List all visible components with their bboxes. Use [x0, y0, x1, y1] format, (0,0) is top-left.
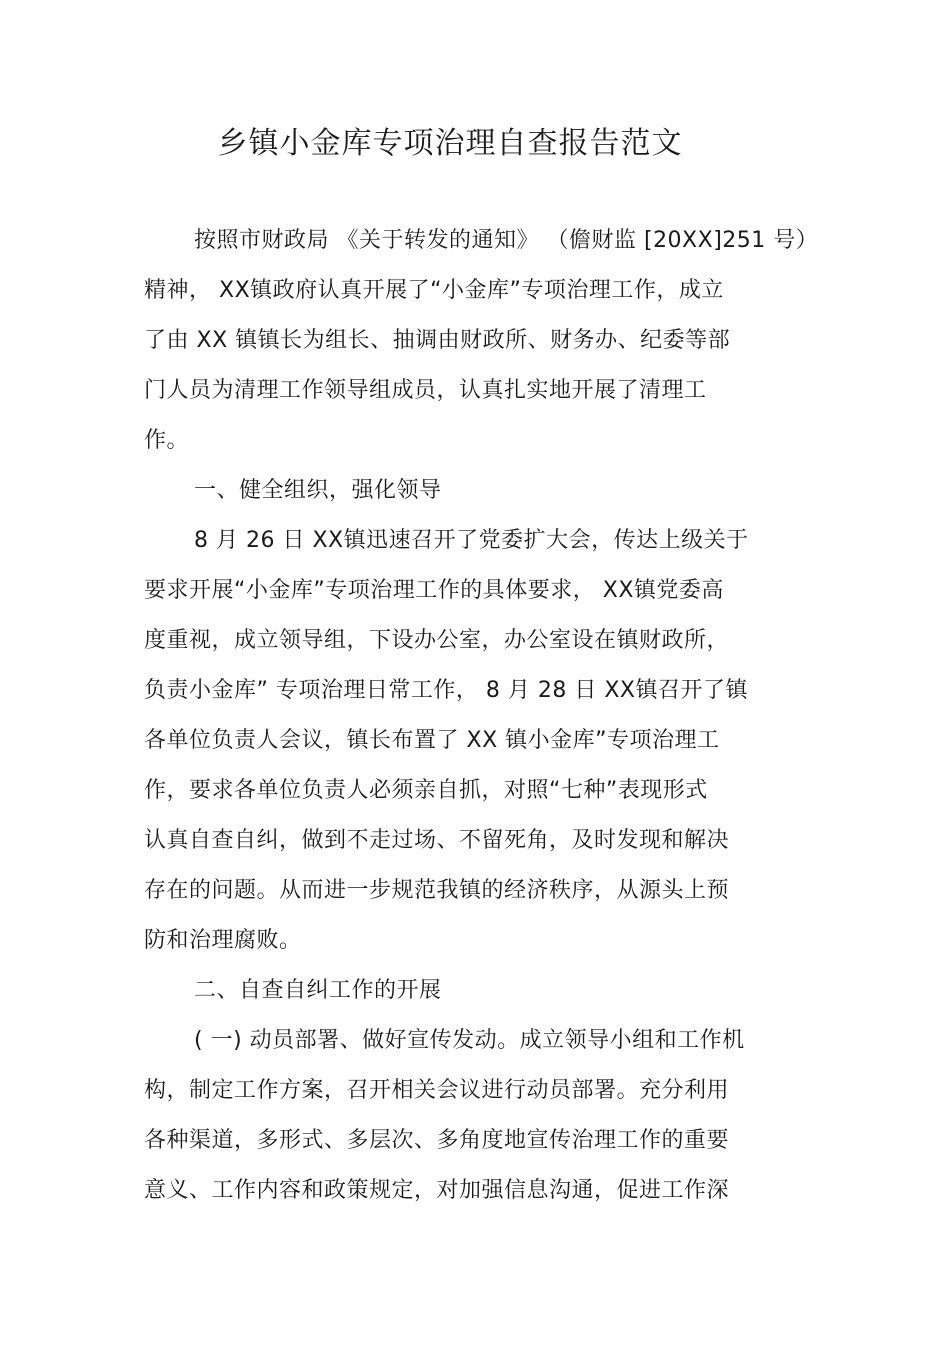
text-line: 按照市财政局 《关于转发的通知》 （儋财监 [20XX]251 号） — [194, 228, 819, 253]
text-line: 8 月 26 日 XX镇迅速召开了党委扩大会，传达上级关于 — [194, 528, 749, 553]
text-line: 作，要求各单位负责人必须亲自抓，对照“七种”表现形式 — [144, 778, 708, 803]
document-title: 乡镇小金库专项治理自查报告范文 — [217, 126, 683, 161]
text-line: 要求开展“小金库”专项治理工作的具体要求， XX镇党委高 — [144, 578, 724, 603]
section-heading: 一、健全组织，强化领导 — [194, 478, 442, 503]
section-heading: 二、自查自纠工作的开展 — [194, 978, 442, 1003]
text-line: 存在的问题。从而进一步规范我镇的经济秩序，从源头上预 — [144, 878, 730, 903]
text-line: 了由 XX 镇镇长为组长、抽调由财政所、财务办、纪委等部 — [144, 328, 731, 353]
text-line: 作。 — [144, 428, 190, 453]
text-line: 各种渠道，多形式、多层次、多角度地宣传治理工作的重要 — [144, 1128, 730, 1153]
text-line: ( 一) 动员部署、做好宣传发动。成立领导小组和工作机 — [194, 1028, 745, 1053]
text-line: 防和治理腐败。 — [144, 928, 302, 953]
text-line: 度重视，成立领导组，下设办公室，办公室设在镇财政所， — [144, 628, 730, 653]
text-line: 各单位负责人会议，镇长布置了 XX 镇小金库”专项治理工 — [144, 728, 720, 753]
text-line: 精神， XX镇政府认真开展了“小金库”专项治理工作，成立 — [144, 278, 724, 303]
text-line: 构，制定工作方案，召开相关会议进行动员部署。充分利用 — [144, 1078, 730, 1103]
text-line: 认真自查自纠，做到不走过场、不留死角，及时发现和解决 — [144, 828, 730, 853]
text-line: 负责小金库” 专项治理日常工作， 8 月 28 日 XX镇召开了镇 — [144, 678, 748, 703]
text-line: 门人员为清理工作领导组成员，认真扎实地开展了清理工 — [144, 378, 707, 403]
text-line: 意义、工作内容和政策规定，对加强信息沟通，促进工作深 — [144, 1178, 730, 1203]
